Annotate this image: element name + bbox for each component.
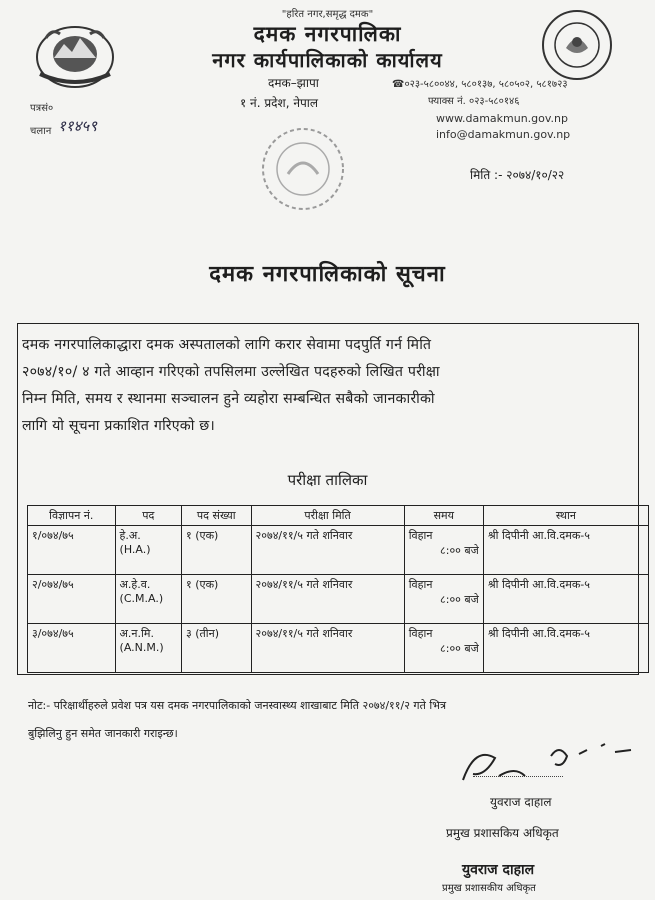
dispatch-number: ११४५९ [58, 117, 98, 135]
time-period: विहान [408, 578, 433, 591]
notice-line: लागि यो सूचना प्रकाशित गरिएको छ। [22, 418, 216, 434]
note-line: बुझिलिनु हुन समेत जानकारी गराइन्छ। [28, 727, 178, 740]
post-name: अ.हे.व. [119, 578, 151, 591]
cell-venue: श्री दिपीनी आ.वि.दमक-५ [483, 526, 648, 575]
cell-ad-number: ३/०७४/७५ [28, 624, 116, 673]
cell-post [115, 575, 181, 624]
post-name: अ.न.मि. [119, 627, 154, 640]
post-abbr: (C.M.A.) [119, 592, 164, 605]
cell-post-count: १ (एक) [182, 575, 252, 624]
table-row [28, 575, 649, 624]
website: www.damakmun.gov.np [436, 112, 568, 125]
signatory-name: युवराज दाहाल [490, 795, 552, 809]
fax-number: फ्याक्स नं. ०२३-५८०१४६ [428, 96, 520, 107]
cell-ad-number: १/०७४/७५ [28, 526, 116, 575]
table-header-row [28, 506, 649, 526]
tagline: "हरित नगर,समृद्ध दमक" [281, 9, 374, 20]
cell-venue: श्री दिपीनी आ.वि.दमक-५ [483, 575, 648, 624]
cell-post [115, 526, 181, 575]
time-value: ८:०० बजे [440, 544, 479, 557]
post-abbr: (H.A.) [119, 543, 151, 556]
exam-schedule-table [27, 505, 649, 673]
letter-number-label: पत्रसं० [30, 103, 54, 114]
header-post-count: पद संख्या [182, 506, 252, 526]
time-period: विहान [408, 529, 433, 542]
cell-venue: श्री दिपीनी आ.वि.दमक-५ [483, 624, 648, 673]
municipality-name: दमक नगरपालिका [253, 22, 402, 46]
note-line: नोट:- परिक्षार्थीहरुले प्रवेश पत्र यस दमक नगरपालिकाको जनस्वास्थ्य शाखाबाट मिति २०७४/११/२ गते भित्र [28, 699, 447, 712]
post-name: हे.अ. [119, 529, 141, 542]
post-abbr: (A.N.M.) [119, 641, 164, 654]
cell-time [404, 526, 483, 575]
cell-time [404, 624, 483, 673]
header-exam-date: परीक्षा मिति [251, 506, 404, 526]
district: दमक–झापा [268, 76, 319, 90]
cell-exam-date: २०७४/११/५ गते शनिवार [251, 575, 404, 624]
cell-exam-date: २०७४/११/५ गते शनिवार [251, 526, 404, 575]
cell-post-count: ३ (तीन) [182, 624, 252, 673]
cell-time [404, 575, 483, 624]
time-period: विहान [408, 627, 433, 640]
cell-post [115, 624, 181, 673]
notice-line: २०७४/१०/ ४ गते आव्हान गरिएको तपसिलमा उल्लेखित पदहरुको लिखित परीक्षा [22, 364, 440, 380]
cell-ad-number: २/०७४/७५ [28, 575, 116, 624]
signature-line [473, 776, 563, 777]
cell-post-count: १ (एक) [182, 526, 252, 575]
table-row [28, 526, 649, 575]
notice-line: दमक नगरपालिकाद्धारा दमक अस्पतालको लागि करार सेवामा पदपुर्ति गर्न मिति [22, 337, 432, 353]
email: info@damakmun.gov.np [436, 128, 571, 141]
header-venue: स्थान [483, 506, 648, 526]
header-ad-number: विज्ञापन नं. [28, 506, 116, 526]
phone-numbers: ☎०२३-५८००४४, ५८०१३७, ५८०५०२, ५८१७२३ [392, 79, 568, 90]
exam-table-title: परीक्षा तालिका [287, 471, 368, 489]
dispatch-number-label: चलान [30, 126, 52, 137]
stamp-name: युवराज दाहाल [462, 862, 535, 878]
letter-date: मिति :- २०७४/१०/२२ [470, 168, 565, 182]
time-value: ८:०० बजे [440, 593, 479, 606]
notice-line: निम्न मिति, समय र स्थानमा सञ्चालन हुने व्यहोरा सम्बन्धित सबैको जानकारीको [22, 391, 435, 407]
notice-title: दमक नगरपालिकाको सूचना [209, 262, 446, 287]
stamp-title: प्रमुख प्रशासकीय अधिकृत [442, 883, 536, 894]
notice-body [22, 332, 640, 440]
header-post: पद [115, 506, 181, 526]
table-row [28, 624, 649, 673]
handwritten-signature [455, 736, 635, 792]
time-value: ८:०० बजे [440, 642, 479, 655]
office-name: नगर कार्यपालिकाको कार्यालय [212, 48, 443, 72]
cell-exam-date: २०७४/११/५ गते शनिवार [251, 624, 404, 673]
office-stamp [258, 124, 348, 214]
province: १ नं. प्रदेश, नेपाल [240, 96, 319, 110]
header-time: समय [404, 506, 483, 526]
signatory-title: प्रमुख प्रशासकिय अधिकृत [446, 826, 559, 840]
